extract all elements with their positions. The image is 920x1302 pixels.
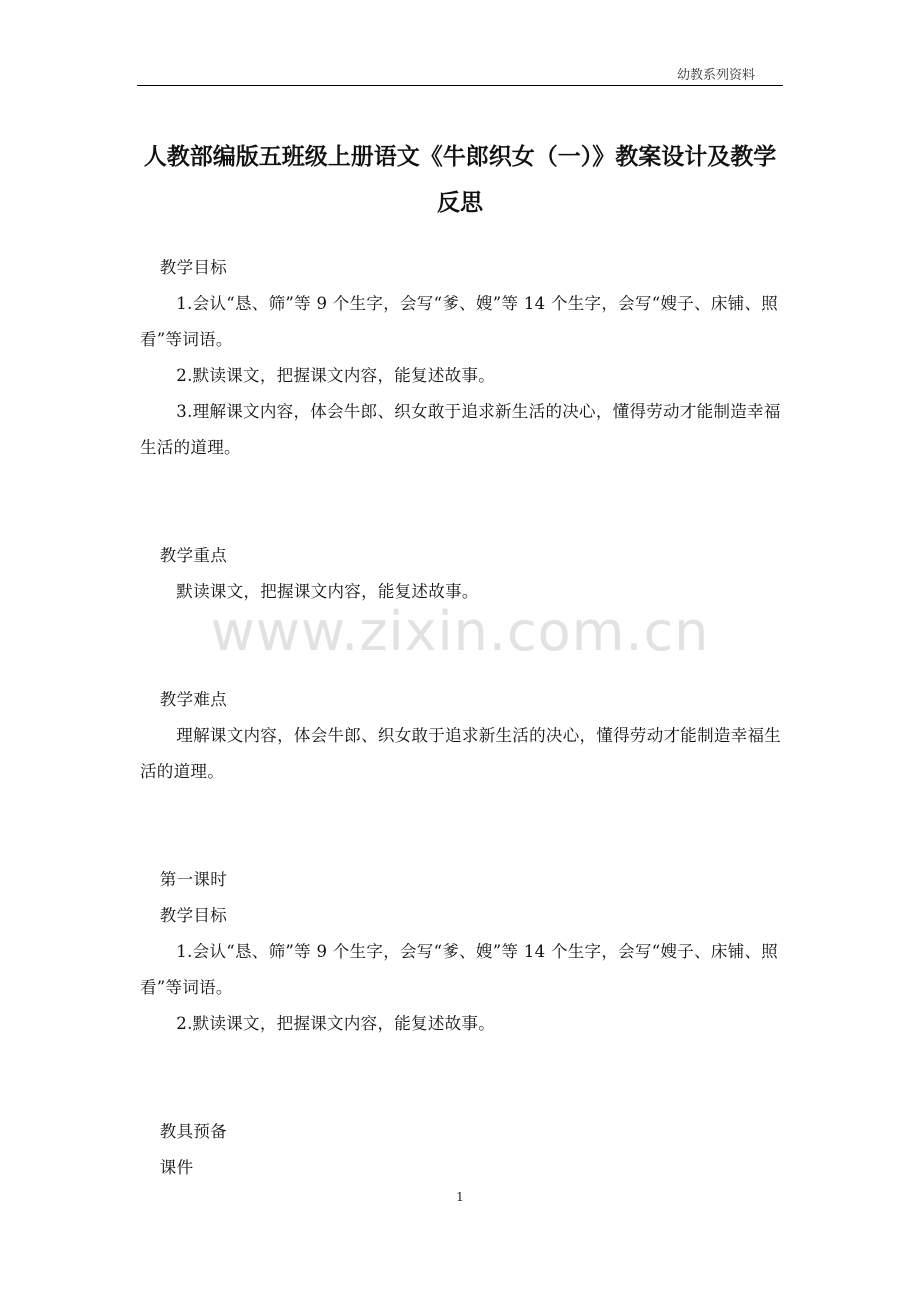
goal-item-1: 1.会认“恳、筛”等 9 个生字，会写“爹、嫂”等 14 个生字，会写“嫂子、床铺、照看”等词语。	[140, 294, 779, 349]
section-heading-first-lesson: 第一课时	[159, 870, 227, 889]
lesson-goal-item-1: 1.会认“恳、筛”等 9 个生字，会写“爹、嫂”等 14 个生字，会写“嫂子、床铺、照看”等词语。	[140, 942, 779, 997]
section-heading-key-points: 教学重点	[159, 546, 227, 565]
section-heading-materials: 教具预备	[159, 1122, 227, 1141]
section-heading-teaching-goals: 教学目标	[159, 258, 227, 277]
key-points-text: 默读课文，把握课文内容，能复述故事。	[176, 582, 479, 601]
watermark: www.zixin.com.cn	[210, 600, 710, 663]
goal-item-2: 2.默读课文，把握课文内容，能复述故事。	[176, 366, 496, 385]
materials-text: 课件	[159, 1158, 194, 1177]
header-divider	[137, 85, 783, 86]
page-number: 1	[456, 1190, 464, 1204]
section-heading-lesson-goals: 教学目标	[159, 906, 227, 925]
goal-item-3: 3.理解课文内容，体会牛郎、织女敢于追求新生活的决心，懂得劳动才能制造幸福生活的道理。	[140, 402, 781, 457]
header-label: 幼教系列资料	[676, 68, 755, 83]
section-heading-difficulties: 教学难点	[159, 690, 227, 709]
difficulties-text: 理解课文内容，体会牛郎、织女敢于追求新生活的决心，懂得劳动才能制造幸福生活的道理。	[140, 726, 782, 781]
document-title: 人教部编版五班级上册语文《牛郎织女（一）》教案设计及教学反思	[143, 144, 777, 216]
lesson-goal-item-2: 2.默读课文，把握课文内容，能复述故事。	[176, 1014, 496, 1033]
